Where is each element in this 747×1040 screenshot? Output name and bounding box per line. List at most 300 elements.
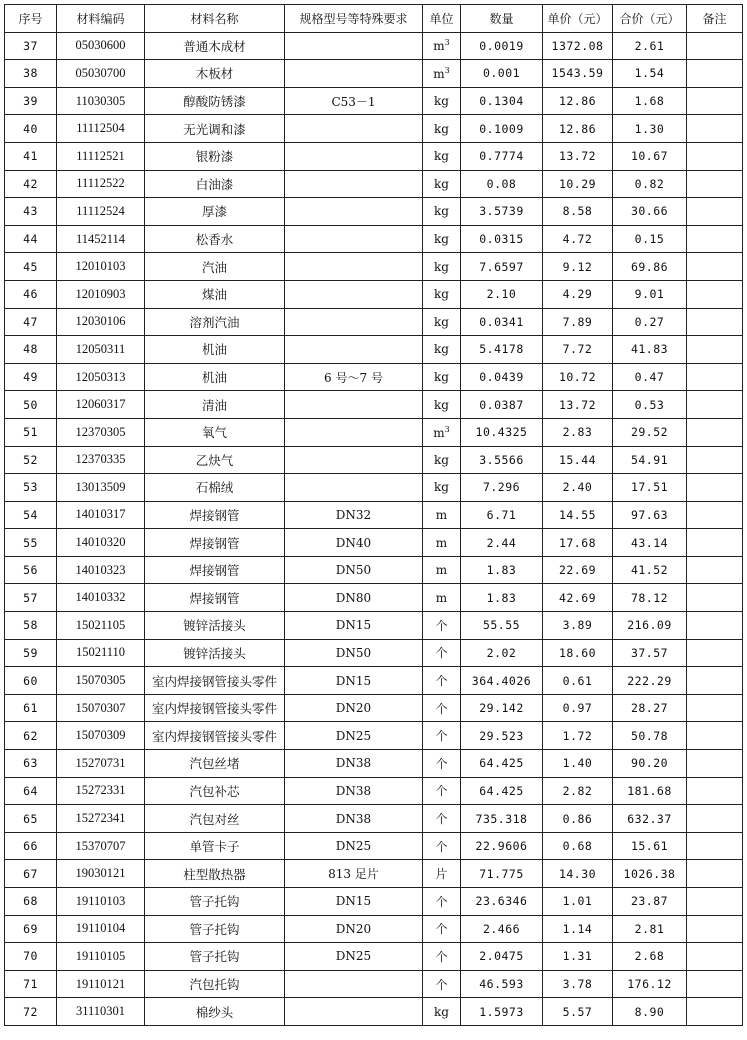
cell-total: 97.63: [613, 501, 687, 529]
cell-no: 57: [5, 584, 57, 612]
cell-name: 石棉绒: [145, 474, 285, 502]
cell-total: 2.68: [613, 943, 687, 971]
cell-name: 醇酸防锈漆: [145, 87, 285, 115]
cell-total: 41.83: [613, 336, 687, 364]
cell-note: [687, 474, 743, 502]
cell-total: 15.61: [613, 832, 687, 860]
cell-total: 1.68: [613, 87, 687, 115]
cell-no: 62: [5, 722, 57, 750]
cell-note: [687, 556, 743, 584]
cell-spec: DN15: [285, 667, 423, 695]
cell-name: 溶剂汽油: [145, 308, 285, 336]
cell-unit: kg: [423, 142, 461, 170]
header-note: 备注: [687, 5, 743, 33]
cell-name: 汽油: [145, 253, 285, 281]
cell-note: [687, 860, 743, 888]
cell-note: [687, 529, 743, 557]
cell-total: 9.01: [613, 280, 687, 308]
cell-no: 50: [5, 391, 57, 419]
cell-spec: 6 号～7 号: [285, 363, 423, 391]
cell-price: 1.40: [543, 750, 613, 778]
table-row: [5, 198, 743, 226]
cell-code: 11452114: [57, 225, 145, 253]
cell-spec: [285, 474, 423, 502]
cell-note: [687, 336, 743, 364]
cell-price: 0.86: [543, 805, 613, 833]
cell-price: 1.72: [543, 722, 613, 750]
cell-no: 47: [5, 308, 57, 336]
cell-unit: kg: [423, 363, 461, 391]
cell-note: [687, 584, 743, 612]
cell-unit: 片: [423, 860, 461, 888]
cell-price: 9.12: [543, 253, 613, 281]
cell-name: 清油: [145, 391, 285, 419]
table-row: [5, 336, 743, 364]
cell-price: 42.69: [543, 584, 613, 612]
cell-total: 50.78: [613, 722, 687, 750]
cell-spec: DN25: [285, 943, 423, 971]
cell-unit: kg: [423, 225, 461, 253]
cell-name: 厚漆: [145, 198, 285, 226]
cell-note: [687, 446, 743, 474]
cell-code: 15270731: [57, 750, 145, 778]
cell-unit: 个: [423, 888, 461, 916]
cell-no: 69: [5, 915, 57, 943]
cell-no: 55: [5, 529, 57, 557]
cell-note: [687, 750, 743, 778]
cell-name: 普通木成材: [145, 32, 285, 60]
table-row: [5, 225, 743, 253]
cell-spec: DN80: [285, 584, 423, 612]
cell-code: 14010320: [57, 529, 145, 557]
cell-price: 17.68: [543, 529, 613, 557]
cell-total: 0.53: [613, 391, 687, 419]
table-row: [5, 60, 743, 88]
cell-qty: 3.5566: [461, 446, 543, 474]
cell-code: 11112524: [57, 198, 145, 226]
table-row: [5, 860, 743, 888]
cell-spec: DN50: [285, 639, 423, 667]
cell-total: 1.30: [613, 115, 687, 143]
cell-qty: 0.0341: [461, 308, 543, 336]
cell-qty: 0.1009: [461, 115, 543, 143]
cell-unit: m: [423, 529, 461, 557]
cell-spec: C53－1: [285, 87, 423, 115]
cell-price: 1.31: [543, 943, 613, 971]
cell-qty: 55.55: [461, 612, 543, 640]
cell-unit: 个: [423, 970, 461, 998]
cell-name: 焊接钢管: [145, 529, 285, 557]
cell-name: 无光调和漆: [145, 115, 285, 143]
cell-total: 28.27: [613, 694, 687, 722]
cell-name: 汽包补芯: [145, 777, 285, 805]
cell-qty: 0.08: [461, 170, 543, 198]
cell-name: 室内焊接钢管接头零件: [145, 694, 285, 722]
table-row: [5, 474, 743, 502]
table-row: [5, 694, 743, 722]
cell-qty: 2.0475: [461, 943, 543, 971]
cell-spec: [285, 446, 423, 474]
cell-price: 4.29: [543, 280, 613, 308]
cell-spec: [285, 970, 423, 998]
cell-no: 65: [5, 805, 57, 833]
cell-code: 15070309: [57, 722, 145, 750]
cell-name: 室内焊接钢管接头零件: [145, 722, 285, 750]
cell-name: 汽包托钩: [145, 970, 285, 998]
cell-unit: 个: [423, 777, 461, 805]
cell-unit: m: [423, 501, 461, 529]
cell-note: [687, 501, 743, 529]
cell-total: 1.54: [613, 60, 687, 88]
cell-qty: 0.7774: [461, 142, 543, 170]
cell-code: 11030305: [57, 87, 145, 115]
cell-note: [687, 970, 743, 998]
cell-qty: 2.44: [461, 529, 543, 557]
cell-total: 216.09: [613, 612, 687, 640]
cell-price: 3.78: [543, 970, 613, 998]
cell-note: [687, 722, 743, 750]
cell-price: 4.72: [543, 225, 613, 253]
cell-unit: 个: [423, 612, 461, 640]
cell-spec: [285, 253, 423, 281]
cell-name: 汽包对丝: [145, 805, 285, 833]
header-qty: 数量: [461, 5, 543, 33]
cell-name: 镀锌活接头: [145, 612, 285, 640]
cell-spec: [285, 308, 423, 336]
cell-name: 棉纱头: [145, 998, 285, 1026]
cell-no: 49: [5, 363, 57, 391]
cell-total: 37.57: [613, 639, 687, 667]
table-row: [5, 777, 743, 805]
cell-spec: 813 足片: [285, 860, 423, 888]
cell-no: 51: [5, 418, 57, 446]
header-no: 序号: [5, 5, 57, 33]
cell-code: 11112504: [57, 115, 145, 143]
cell-code: 12010103: [57, 253, 145, 281]
cell-note: [687, 915, 743, 943]
cell-no: 67: [5, 860, 57, 888]
cell-qty: 735.318: [461, 805, 543, 833]
header-total: 合价（元）: [613, 5, 687, 33]
cell-price: 14.55: [543, 501, 613, 529]
cell-spec: [285, 280, 423, 308]
cell-note: [687, 280, 743, 308]
cell-unit: 个: [423, 943, 461, 971]
cell-no: 71: [5, 970, 57, 998]
cell-qty: 64.425: [461, 777, 543, 805]
cell-price: 10.72: [543, 363, 613, 391]
cell-unit: m: [423, 584, 461, 612]
cell-unit: 个: [423, 832, 461, 860]
cell-total: 90.20: [613, 750, 687, 778]
cell-qty: 71.775: [461, 860, 543, 888]
cell-qty: 7.6597: [461, 253, 543, 281]
cell-code: 12060317: [57, 391, 145, 419]
cell-code: 15021110: [57, 639, 145, 667]
cell-no: 40: [5, 115, 57, 143]
cell-spec: DN15: [285, 888, 423, 916]
cell-qty: 22.9606: [461, 832, 543, 860]
cell-qty: 364.4026: [461, 667, 543, 695]
cell-total: 69.86: [613, 253, 687, 281]
cell-spec: [285, 142, 423, 170]
table-row: [5, 667, 743, 695]
table-row: [5, 253, 743, 281]
cell-code: 19110105: [57, 943, 145, 971]
cell-price: 22.69: [543, 556, 613, 584]
cell-spec: [285, 391, 423, 419]
cell-note: [687, 142, 743, 170]
cell-note: [687, 667, 743, 695]
cell-code: 14010317: [57, 501, 145, 529]
table-row: [5, 391, 743, 419]
materials-price-table-page: [4, 4, 742, 1036]
cell-unit: 个: [423, 722, 461, 750]
cell-unit: m: [423, 556, 461, 584]
cell-price: 13.72: [543, 391, 613, 419]
cell-total: 0.27: [613, 308, 687, 336]
cell-price: 1.01: [543, 888, 613, 916]
cell-spec: [285, 336, 423, 364]
cell-no: 58: [5, 612, 57, 640]
cell-qty: 46.593: [461, 970, 543, 998]
table-row: [5, 170, 743, 198]
cell-unit: kg: [423, 308, 461, 336]
cell-price: 1.14: [543, 915, 613, 943]
cell-code: 15272331: [57, 777, 145, 805]
cell-code: 15021105: [57, 612, 145, 640]
cell-no: 45: [5, 253, 57, 281]
cell-note: [687, 805, 743, 833]
table-row: [5, 308, 743, 336]
cell-total: 0.15: [613, 225, 687, 253]
cell-name: 汽包丝堵: [145, 750, 285, 778]
cell-unit: kg: [423, 391, 461, 419]
cell-spec: [285, 60, 423, 88]
cell-spec: DN32: [285, 501, 423, 529]
cell-no: 44: [5, 225, 57, 253]
cell-qty: 1.83: [461, 556, 543, 584]
cell-total: 41.52: [613, 556, 687, 584]
cell-qty: 6.71: [461, 501, 543, 529]
table-row: [5, 584, 743, 612]
cell-no: 39: [5, 87, 57, 115]
cell-name: 管子托钩: [145, 943, 285, 971]
table-row: [5, 722, 743, 750]
cell-name: 白油漆: [145, 170, 285, 198]
cell-total: 30.66: [613, 198, 687, 226]
cell-note: [687, 998, 743, 1026]
cell-unit: kg: [423, 170, 461, 198]
cell-code: 05030700: [57, 60, 145, 88]
cell-name: 管子托钩: [145, 915, 285, 943]
cell-name: 焊接钢管: [145, 584, 285, 612]
cell-name: 焊接钢管: [145, 501, 285, 529]
cell-note: [687, 87, 743, 115]
cell-unit: $m^3$: [423, 32, 461, 60]
cell-name: 机油: [145, 363, 285, 391]
cell-code: 12370335: [57, 446, 145, 474]
cell-code: 31110301: [57, 998, 145, 1026]
cell-price: 5.57: [543, 998, 613, 1026]
cell-code: 14010323: [57, 556, 145, 584]
cell-no: 43: [5, 198, 57, 226]
cell-code: 13013509: [57, 474, 145, 502]
cell-note: [687, 943, 743, 971]
cell-total: 181.68: [613, 777, 687, 805]
cell-total: 10.67: [613, 142, 687, 170]
cell-spec: [285, 418, 423, 446]
cell-code: 05030600: [57, 32, 145, 60]
table-row: [5, 501, 743, 529]
table-row: [5, 142, 743, 170]
cell-code: 12370305: [57, 418, 145, 446]
cell-spec: DN20: [285, 915, 423, 943]
table-row: [5, 32, 743, 60]
cell-unit: 个: [423, 750, 461, 778]
cell-unit: 个: [423, 667, 461, 695]
cell-unit: 个: [423, 694, 461, 722]
cell-note: [687, 170, 743, 198]
cell-unit: 个: [423, 915, 461, 943]
cell-total: 2.61: [613, 32, 687, 60]
cell-unit: kg: [423, 336, 461, 364]
cell-price: 2.82: [543, 777, 613, 805]
table-row: [5, 363, 743, 391]
cell-qty: 10.4325: [461, 418, 543, 446]
cell-name: 机油: [145, 336, 285, 364]
cell-unit: kg: [423, 998, 461, 1026]
table-row: [5, 529, 743, 557]
cell-name: 室内焊接钢管接头零件: [145, 667, 285, 695]
cell-note: [687, 363, 743, 391]
cell-price: 3.89: [543, 612, 613, 640]
table-row: [5, 805, 743, 833]
cell-spec: DN15: [285, 612, 423, 640]
cell-qty: 3.5739: [461, 198, 543, 226]
cell-note: [687, 308, 743, 336]
cell-total: 176.12: [613, 970, 687, 998]
cell-qty: 0.0439: [461, 363, 543, 391]
table-row: [5, 446, 743, 474]
cell-no: 46: [5, 280, 57, 308]
cell-no: 53: [5, 474, 57, 502]
cell-unit: 个: [423, 639, 461, 667]
cell-total: 1026.38: [613, 860, 687, 888]
cell-total: 0.47: [613, 363, 687, 391]
cell-total: 222.29: [613, 667, 687, 695]
cell-price: 0.97: [543, 694, 613, 722]
cell-name: 乙炔气: [145, 446, 285, 474]
cell-qty: 29.142: [461, 694, 543, 722]
cell-note: [687, 198, 743, 226]
cell-note: [687, 777, 743, 805]
cell-unit: kg: [423, 87, 461, 115]
cell-spec: DN20: [285, 694, 423, 722]
cell-code: 12050311: [57, 336, 145, 364]
header-spec: 规格型号等特殊要求: [285, 5, 423, 33]
cell-no: 68: [5, 888, 57, 916]
cell-code: 19110104: [57, 915, 145, 943]
cell-no: 41: [5, 142, 57, 170]
cell-qty: 0.0019: [461, 32, 543, 60]
header-unit: 单位: [423, 5, 461, 33]
cell-name: 银粉漆: [145, 142, 285, 170]
cell-note: [687, 639, 743, 667]
cell-spec: DN38: [285, 777, 423, 805]
table-row: [5, 115, 743, 143]
cell-name: 松香水: [145, 225, 285, 253]
cell-total: 17.51: [613, 474, 687, 502]
cell-no: 38: [5, 60, 57, 88]
cell-spec: DN25: [285, 832, 423, 860]
cell-code: 15070307: [57, 694, 145, 722]
cell-qty: 2.02: [461, 639, 543, 667]
cell-spec: DN25: [285, 722, 423, 750]
cell-no: 63: [5, 750, 57, 778]
cell-price: 8.58: [543, 198, 613, 226]
cell-no: 59: [5, 639, 57, 667]
cell-note: [687, 60, 743, 88]
cell-qty: 1.83: [461, 584, 543, 612]
table-header-row: [5, 5, 743, 33]
cell-spec: [285, 198, 423, 226]
cell-price: 12.86: [543, 87, 613, 115]
cell-no: 37: [5, 32, 57, 60]
cell-note: [687, 391, 743, 419]
cell-unit: kg: [423, 474, 461, 502]
cell-qty: 2.10: [461, 280, 543, 308]
cell-total: 23.87: [613, 888, 687, 916]
cell-spec: DN38: [285, 750, 423, 778]
cell-no: 61: [5, 694, 57, 722]
cell-name: 木板材: [145, 60, 285, 88]
table-row: [5, 915, 743, 943]
cell-note: [687, 253, 743, 281]
cell-price: 0.61: [543, 667, 613, 695]
header-code: 材料编码: [57, 5, 145, 33]
cell-price: 12.86: [543, 115, 613, 143]
cell-unit: kg: [423, 253, 461, 281]
cell-price: 15.44: [543, 446, 613, 474]
table-row: [5, 832, 743, 860]
table-row: [5, 87, 743, 115]
cell-code: 19110121: [57, 970, 145, 998]
cell-qty: 0.0387: [461, 391, 543, 419]
cell-no: 52: [5, 446, 57, 474]
cell-code: 12010903: [57, 280, 145, 308]
cell-note: [687, 888, 743, 916]
cell-spec: [285, 115, 423, 143]
table-row: [5, 943, 743, 971]
cell-price: 7.89: [543, 308, 613, 336]
cell-total: 43.14: [613, 529, 687, 557]
table-body: [5, 32, 743, 1025]
table-row: [5, 280, 743, 308]
cell-note: [687, 612, 743, 640]
table-row: [5, 639, 743, 667]
cell-code: 12030106: [57, 308, 145, 336]
cell-no: 72: [5, 998, 57, 1026]
cell-unit: $m^3$: [423, 418, 461, 446]
cell-total: 29.52: [613, 418, 687, 446]
table-row: [5, 418, 743, 446]
cell-note: [687, 694, 743, 722]
cell-qty: 0.001: [461, 60, 543, 88]
cell-code: 14010332: [57, 584, 145, 612]
cell-price: 7.72: [543, 336, 613, 364]
materials-price-table: [4, 4, 743, 1026]
